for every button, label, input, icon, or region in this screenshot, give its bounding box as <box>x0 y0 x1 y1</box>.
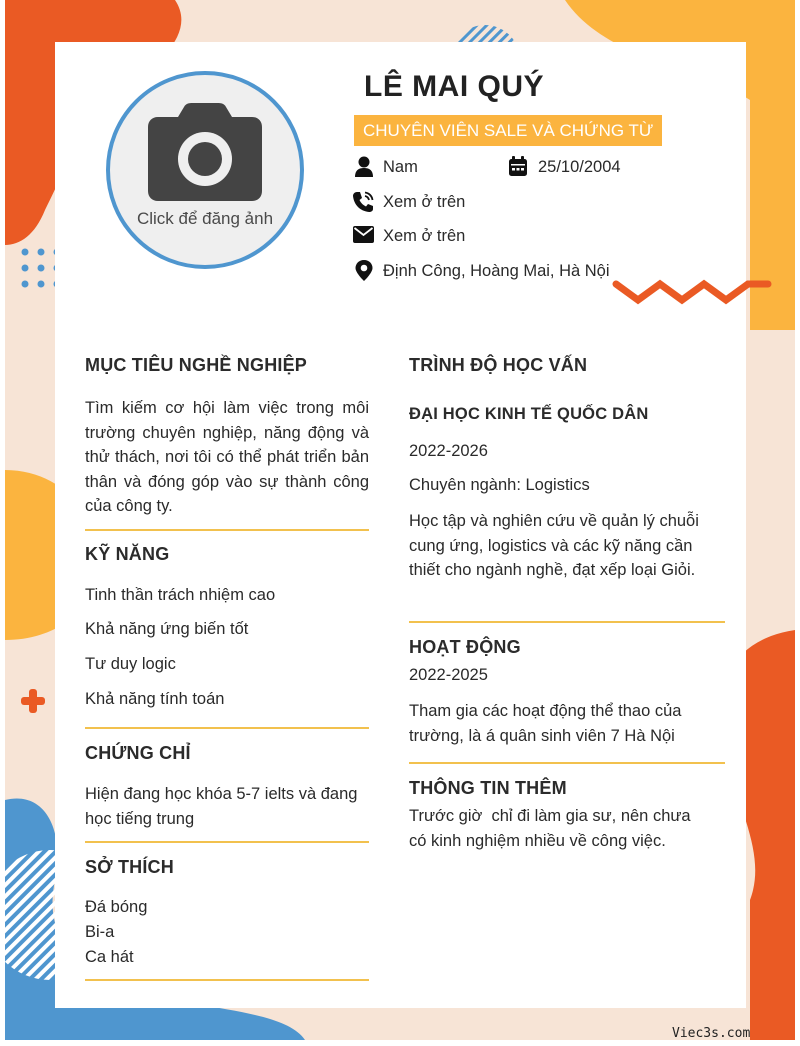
extra-info-title: THÔNG TIN THÊM <box>409 778 567 798</box>
zigzag-decoration <box>612 276 772 308</box>
envelope-icon <box>353 225 374 245</box>
birthday-value: 25/10/2004 <box>538 158 621 176</box>
calendar-icon <box>508 156 528 178</box>
divider <box>85 979 369 981</box>
skills-title: KỸ NĂNG <box>85 544 170 564</box>
certificates-text: Hiện đang học khóa 5-7 ielts và đang học tiếng trung <box>85 785 358 828</box>
education-description: Học tập và nghiên cứu về quản lý chuỗi cung ứng, logistics và các kỹ năng cần thiết cho ngành nghề, đạt xếp loại Giỏi. <box>409 512 699 579</box>
address-value: Định Công, Hoàng Mai, Hà Nội <box>383 262 610 280</box>
person-icon <box>354 156 374 178</box>
skill-item: Tư duy logic <box>85 655 176 673</box>
education-period: 2022-2026 <box>409 442 488 460</box>
photo-upload-label: Click để đăng ảnh <box>136 209 274 228</box>
hobbies-title: SỞ THÍCH <box>85 857 174 877</box>
plus-decoration-icon <box>20 688 46 714</box>
striped-semicircle-top <box>455 25 515 42</box>
hobby-item: Bi-a <box>85 923 115 941</box>
objective-title: MỤC TIÊU NGHỀ NGHIỆP <box>85 355 308 375</box>
location-pin-icon <box>354 260 374 282</box>
activities-period: 2022-2025 <box>409 666 488 684</box>
email-value: Xem ở trên <box>383 227 466 245</box>
divider <box>85 841 369 843</box>
divider <box>85 727 369 729</box>
phone-value: Xem ở trên <box>383 193 466 211</box>
hobby-item: Đá bóng <box>85 898 148 916</box>
education-major: Chuyên ngành: Logistics <box>409 476 590 494</box>
extra-info-text: Trước giờ chỉ đi làm gia sư, nên chưa có kinh nghiệm nhiều về công việc. <box>409 807 696 850</box>
camera-icon <box>148 103 262 201</box>
objective-text: Tìm kiếm cơ hội làm việc trong môi trường chuyên nghiệp, năng động và thử thách, nơi tôi có thể phát triển bản thân và đóng góp vào sự thành công của công ty. <box>85 399 369 515</box>
activities-title: HOẠT ĐỘNG <box>409 637 521 657</box>
skill-item: Tinh thần trách nhiệm cao <box>85 586 276 604</box>
school-name: ĐẠI HỌC KINH TẾ QUỐC DÂN <box>409 405 649 423</box>
skill-item: Khả năng ứng biến tốt <box>85 620 249 638</box>
job-title-badge: CHUYÊN VIÊN SALE VÀ CHỨNG TỪ <box>354 115 662 146</box>
divider <box>85 529 369 531</box>
profile-photo-upload[interactable] <box>106 71 304 269</box>
divider <box>409 621 725 623</box>
watermark: Viec3s.com <box>672 1026 751 1041</box>
skill-item: Khả năng tính toán <box>85 690 225 708</box>
divider <box>409 762 725 764</box>
hobby-item: Ca hát <box>85 948 134 966</box>
education-title: TRÌNH ĐỘ HỌC VẤN <box>409 355 588 375</box>
certificates-title: CHỨNG CHỈ <box>85 743 191 763</box>
phone-icon <box>352 191 374 213</box>
activities-description: Tham gia các hoạt động thể thao của trường, là á quân sinh viên 7 Hà Nội <box>409 702 682 745</box>
gender-value: Nam <box>383 158 418 176</box>
candidate-name: LÊ MAI QUÝ <box>364 70 545 103</box>
